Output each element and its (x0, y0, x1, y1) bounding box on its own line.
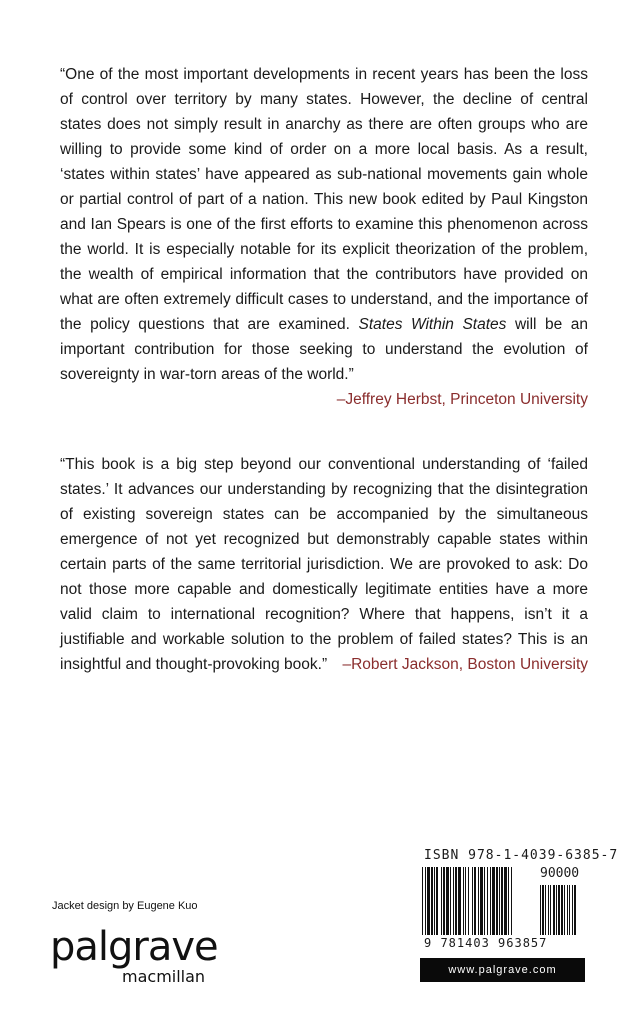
book-title: States Within States (358, 316, 507, 333)
barcode-digits: 9 781403 963857 (424, 936, 548, 950)
endorsement-herbst (60, 62, 588, 412)
quote-text: “This book is a big step beyond our conventional understanding of ‘failed states.’ It advances our understanding by recognizing that the disintegration of existing sovereign states can be accompanied by the simultaneous emergence of not yet recognized but demonstrably capable states within certain parts of the same territorial jurisdiction. We are provoked to ask: Do not those more capable and domestically legitimate entities have a more valid claim to international recognition? Where that happens, isn’t it a justifiable and workable solution to the problem of failed states? This is an insightful and thought-provoking book.” –Robert Jackson, Boston University (60, 452, 588, 677)
isbn-label: ISBN 978-1-4039-6385-7 (424, 848, 619, 863)
quote-attribution: –Robert Jackson, Boston University (342, 656, 588, 673)
publisher-url: www.palgrave.com (420, 958, 585, 982)
jacket-credit: Jacket design by Eugene Kuo (52, 900, 198, 912)
publisher-sub: macmillan (122, 967, 206, 986)
quote-text: “One of the most important developments in recent years has been the loss of control over territory by many states. However, the decline of central states does not simply result in anarchy as there are often groups who are willing to provide some kind of order on a more local basis. As a result, ‘states within states’ have appeared as sub-national movements gain whole or partial control of part of a nation. This new book edited by Paul Kingston and Ian Spears is one of the first efforts to examine this phenomenon across the world. It is especially notable for its explicit theorization of the problem, the wealth of empirical information that the contributors have provided on what are often extremely difficult cases to understand, and the importance of the policy questions that are examined. States Within States will be an important contribution for those seeking to understand the evolution of sovereignty in war-torn areas of the world.” –Jeffrey Herbst, Princeton University (60, 62, 588, 387)
price-code: 90000 (540, 866, 580, 881)
endorsement-jackson (60, 452, 588, 677)
publisher-name: palgrave (50, 924, 218, 970)
quote-attribution: –Jeffrey Herbst, Princeton University (336, 391, 588, 408)
publisher-logo (50, 925, 218, 986)
